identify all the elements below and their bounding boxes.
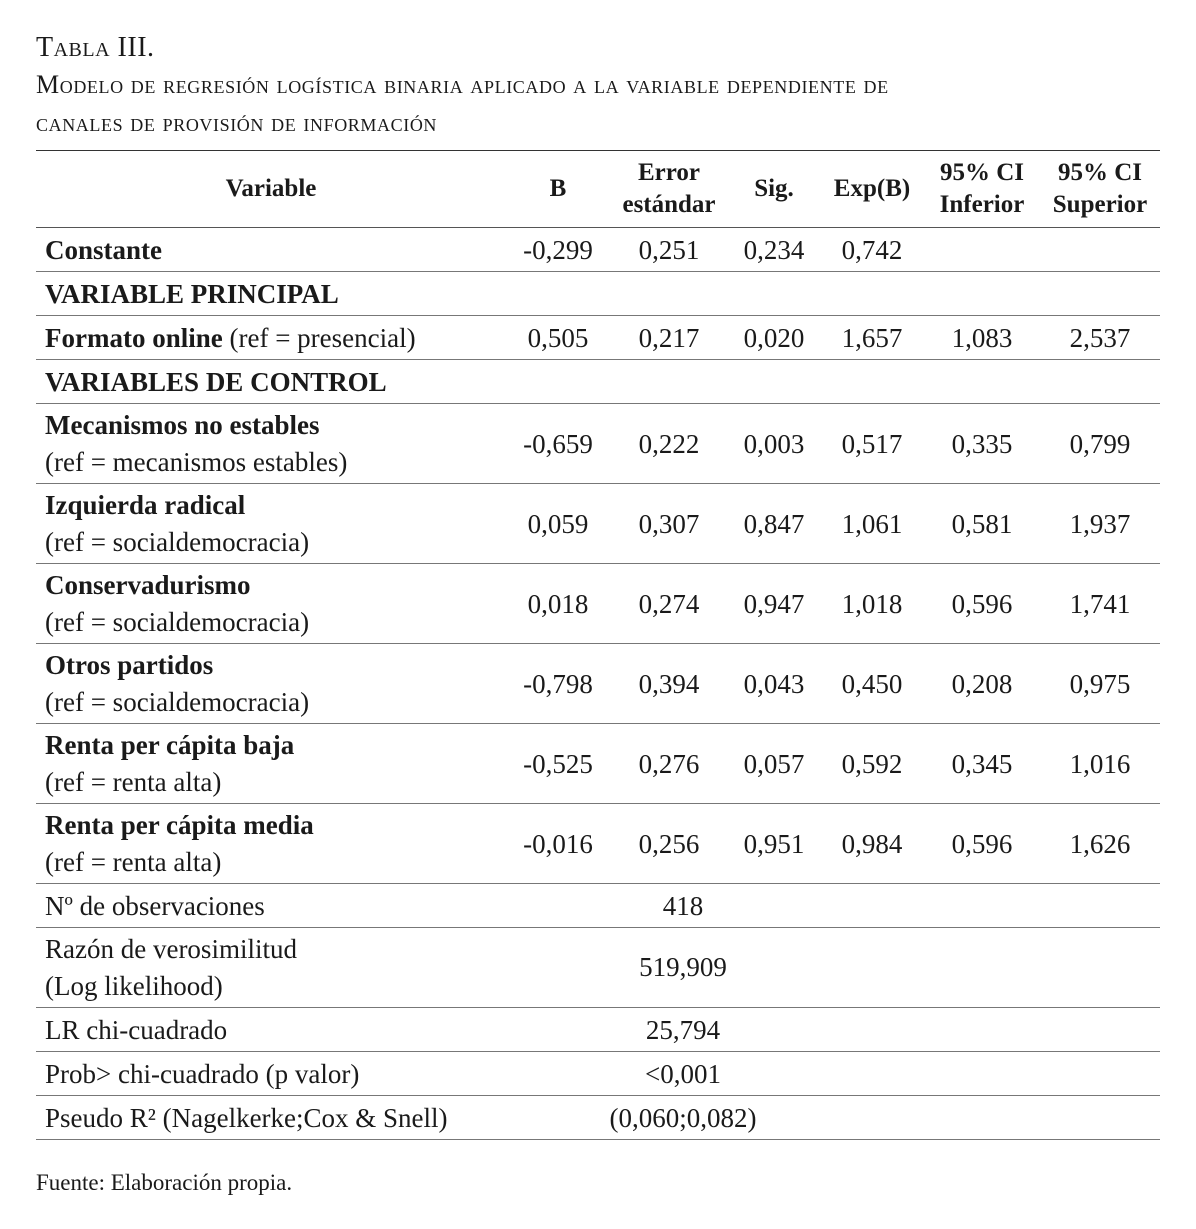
cell-sig: 0,003 (728, 404, 820, 484)
header-ci-high (1040, 151, 1160, 228)
stats-label: Prob> chi-cuadrado (p valor) (36, 1052, 506, 1096)
row-label (36, 564, 506, 644)
cell-error: 0,276 (610, 724, 728, 804)
row-constante (36, 228, 1160, 272)
table-title-line1: Modelo de regresión logística binaria aplicado a la variable dependiente de (36, 70, 889, 99)
cell-ci-low: 0,208 (924, 644, 1040, 724)
row-label-ref: (ref = socialdemocracia) (45, 686, 310, 717)
cell-error: 0,217 (610, 316, 728, 360)
row-label (36, 228, 506, 272)
stats-row-pseudo-r2 (36, 1096, 1160, 1140)
header-variable: Variable (36, 151, 506, 228)
row-label-bold: Constante (45, 234, 163, 265)
table-label: Tabla III. (36, 32, 155, 63)
stats-row-observaciones (36, 884, 1160, 928)
row-label (36, 404, 506, 484)
cell-b: 0,018 (506, 564, 610, 644)
cell-ci-low: 0,335 (924, 404, 1040, 484)
stats-label-line1: Razón de verosimilitud (45, 933, 297, 964)
stats-value-text: 519,909 (639, 952, 727, 982)
stats-value (506, 1052, 1160, 1096)
row-label (36, 724, 506, 804)
row-label-bold: Mecanismos no estables (45, 409, 320, 440)
cell-expb: 1,061 (820, 484, 924, 564)
stats-row-prob (36, 1052, 1160, 1096)
header-ci-high-line2: Superior (1052, 191, 1148, 218)
header-error-line2: estándar (622, 191, 716, 218)
cell-b: -0,659 (506, 404, 610, 484)
header-error-line1: Error (637, 159, 700, 186)
section-control-label: VARIABLES DE CONTROL (36, 360, 1160, 404)
stats-label: Pseudo R² (Nagelkerke;Cox & Snell) (36, 1096, 506, 1140)
cell-error: 0,274 (610, 564, 728, 644)
source-footnote: Fuente: Elaboración propia. (36, 1170, 293, 1195)
cell-ci-high: 1,016 (1040, 724, 1160, 804)
cell-ci-high: 1,741 (1040, 564, 1160, 644)
row-label-bold: Izquierda radical (45, 489, 246, 520)
cell-expb: 0,742 (820, 228, 924, 272)
section-control (36, 360, 1160, 404)
cell-ci-low: 0,345 (924, 724, 1040, 804)
cell-ci-high: 0,799 (1040, 404, 1160, 484)
cell-ci-high: 0,975 (1040, 644, 1160, 724)
cell-b: -0,798 (506, 644, 610, 724)
stats-row-verosimilitud (36, 928, 1160, 1008)
header-sig: Sig. (728, 151, 820, 228)
table-row (36, 724, 1160, 804)
stats-label: LR chi-cuadrado (36, 1008, 506, 1052)
row-label-bold: Otros partidos (45, 649, 214, 680)
table-row (36, 404, 1160, 484)
header-row (36, 151, 1160, 228)
section-principal (36, 272, 1160, 316)
cell-sig: 0,043 (728, 644, 820, 724)
cell-expb: 0,517 (820, 404, 924, 484)
row-label-bold: Formato online (45, 322, 223, 353)
cell-ci-low: 0,581 (924, 484, 1040, 564)
cell-expb: 1,018 (820, 564, 924, 644)
header-ci-low-line2: Inferior (939, 191, 1025, 218)
document-page (36, 30, 1160, 1133)
stats-label (36, 928, 506, 1008)
row-label (36, 804, 506, 884)
header-error (610, 151, 728, 228)
header-expb: Exp(B) (820, 151, 924, 228)
header-ci-high-line1: 95% CI (1057, 159, 1143, 186)
stats-value-text: (0,060;0,082) (609, 1102, 757, 1133)
table-row (36, 564, 1160, 644)
table-title-line2: canales de provisión de información (36, 108, 438, 137)
row-label (36, 484, 506, 564)
cell-expb: 0,984 (820, 804, 924, 884)
cell-error: 0,251 (610, 228, 728, 272)
cell-sig: 0,847 (728, 484, 820, 564)
cell-ci-low: 0,596 (924, 804, 1040, 884)
stats-value-text: 25,794 (645, 1014, 721, 1045)
row-label-ref: (ref = socialdemocracia) (45, 606, 310, 637)
row-label-bold: Renta per cápita baja (45, 729, 295, 760)
row-formato (36, 316, 1160, 360)
cell-b: -0,525 (506, 724, 610, 804)
cell-sig: 0,020 (728, 316, 820, 360)
cell-ci-low: 1,083 (924, 316, 1040, 360)
cell-sig: 0,234 (728, 228, 820, 272)
cell-sig: 0,947 (728, 564, 820, 644)
row-label-ref: (ref = presencial) (229, 322, 416, 353)
cell-expb: 0,450 (820, 644, 924, 724)
regression-table (36, 150, 1160, 1140)
stats-label-line2: (Log likelihood) (45, 970, 223, 1001)
cell-ci-high: 1,626 (1040, 804, 1160, 884)
cell-b: -0,016 (506, 804, 610, 884)
table-row (36, 644, 1160, 724)
section-principal-label: VARIABLE PRINCIPAL (36, 272, 1160, 316)
row-label-ref: (ref = renta alta) (45, 846, 222, 877)
stats-value (506, 928, 1160, 1008)
cell-sig: 0,951 (728, 804, 820, 884)
cell-b: 0,505 (506, 316, 610, 360)
row-label-ref: (ref = renta alta) (45, 766, 222, 797)
row-label-bold: Renta per cápita media (45, 809, 314, 840)
row-label (36, 644, 506, 724)
header-b: B (506, 151, 610, 228)
stats-value-text: <0,001 (645, 1058, 721, 1089)
table-row (36, 804, 1160, 884)
table-row (36, 484, 1160, 564)
stats-row-lr (36, 1008, 1160, 1052)
cell-error: 0,222 (610, 404, 728, 484)
cell-ci-high: 1,937 (1040, 484, 1160, 564)
cell-b: -0,299 (506, 228, 610, 272)
cell-expb: 1,657 (820, 316, 924, 360)
row-label-bold: Conservadurismo (45, 569, 251, 600)
row-label-ref: (ref = socialdemocracia) (45, 526, 310, 557)
cell-error: 0,256 (610, 804, 728, 884)
stats-value (506, 1096, 1160, 1140)
cell-error: 0,307 (610, 484, 728, 564)
header-ci-low-line1: 95% CI (939, 159, 1025, 186)
cell-ci-high (1040, 228, 1160, 272)
cell-expb: 0,592 (820, 724, 924, 804)
cell-b: 0,059 (506, 484, 610, 564)
stats-value (506, 884, 1160, 928)
cell-ci-low: 0,596 (924, 564, 1040, 644)
stats-value (506, 1008, 1160, 1052)
row-label-ref: (ref = mecanismos estables) (45, 446, 348, 477)
cell-ci-low (924, 228, 1040, 272)
header-ci-low (924, 151, 1040, 228)
cell-sig: 0,057 (728, 724, 820, 804)
cell-error: 0,394 (610, 644, 728, 724)
stats-label: Nº de observaciones (36, 884, 506, 928)
table-title (36, 66, 1160, 142)
stats-value-text: 418 (662, 890, 704, 921)
cell-ci-high: 2,537 (1040, 316, 1160, 360)
row-label (36, 316, 506, 360)
